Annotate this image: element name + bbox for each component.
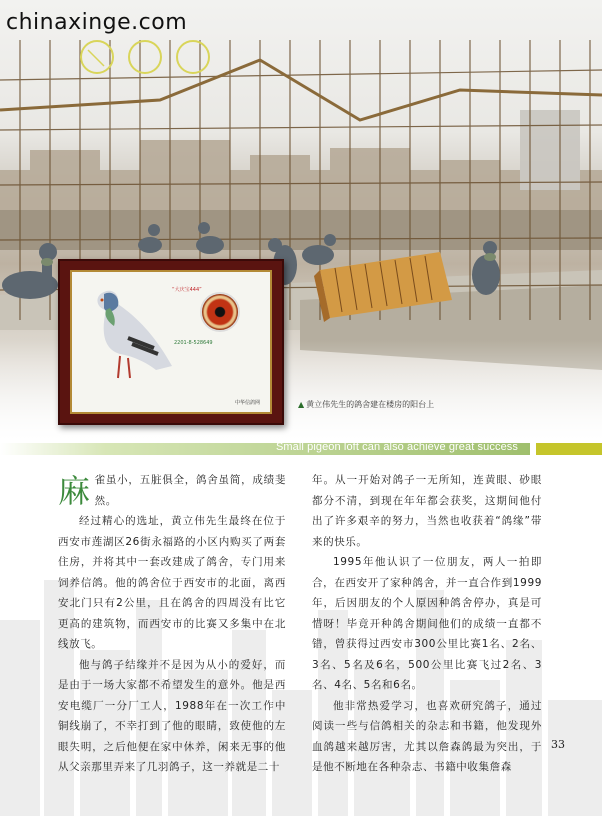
circle-icon — [128, 40, 162, 74]
pigeon-certificate-frame — [58, 259, 284, 425]
article-paragraph: 1995年他认识了一位朋友，两人一拍即合，在西安开了家种鸽舍，并一直合作到1999年，后因朋友的个人原因种鸽舍停办，真是可惜呀！毕竟开种鸽舍期间他们的成绩一直都不错，曾获得过西安市300公里比赛1名、2名、3名、5名及6名，500公里比赛飞过2名、3名、4名、5名和6名。 — [312, 556, 542, 691]
article-paragraph: 他与鸽子结缘并不是因为从小的爱好，而是由于一场大家都不希望发生的意外。他是西安电缆厂一分厂工人，1988年在一次工作中铜线崩了，不幸打到了他的眼睛，致使他的左眼失明，之后他便在家中休养，闲来无事的他从父亲那里弄来了几羽鸽子，这一养就是二十 — [58, 658, 286, 773]
article-paragraph: 他非常热爱学习，也喜欢研究鸽子，通过阅读一些与信鸽相关的杂志和书籍，他发现外血鸽越来越厉害，尤其以詹森鸽最为突出，于是他不断地在各种杂志、书籍中收集詹森 — [312, 699, 542, 773]
page-number: 33 — [551, 738, 565, 751]
certificate-ring-id: 2201-8-528649 — [174, 340, 213, 346]
article-column-right — [312, 470, 542, 778]
photo-caption: ▲ 黄立伟先生的鸽舍建在楼房的阳台上 — [298, 400, 435, 409]
article-column-left — [58, 470, 286, 778]
circle-check-icon — [80, 40, 114, 74]
circle-icon — [176, 40, 210, 74]
pigeon-portrait-icon — [76, 278, 176, 408]
pigeon-eye-icon — [200, 292, 240, 332]
banner-headline: Small pigeon loft can also achieve great success — [275, 441, 518, 453]
drop-cap: 麻 — [58, 472, 91, 510]
triangle-marker-icon: ▲ — [298, 400, 305, 409]
site-watermark: chinaxinge.com — [6, 10, 188, 35]
certificate — [72, 272, 270, 412]
certificate-title: “大庆宝444” — [172, 287, 202, 293]
headline-banner — [0, 441, 602, 457]
article-paragraph: 经过精心的选址，黄立伟先生最终在位于西安市莲湖区26街永福路的小区内购买了两套住房，并将其中一套改建成了鸽舍，专门用来饲养信鸽。他的鸽舍位于西安市的北面，离西安北门只有2公里，且在鸽舍的四周没有比它更高的建筑物，而西安市的比赛又多集中在北线放飞。 — [58, 515, 286, 650]
article-paragraph: 麻雀虽小，五脏俱全，鸽舍虽简，成绩斐然。 — [58, 472, 286, 510]
article-paragraph: 年。从一开始对鸽子一无所知，连黄眼、砂眼都分不清，到现在年年都会获奖，这期间他付出了许多艰辛的努力，当然也收获着“鸽缘”带来的快乐。 — [312, 474, 542, 548]
certificate-footer: 中华信鸽网 — [234, 400, 260, 406]
